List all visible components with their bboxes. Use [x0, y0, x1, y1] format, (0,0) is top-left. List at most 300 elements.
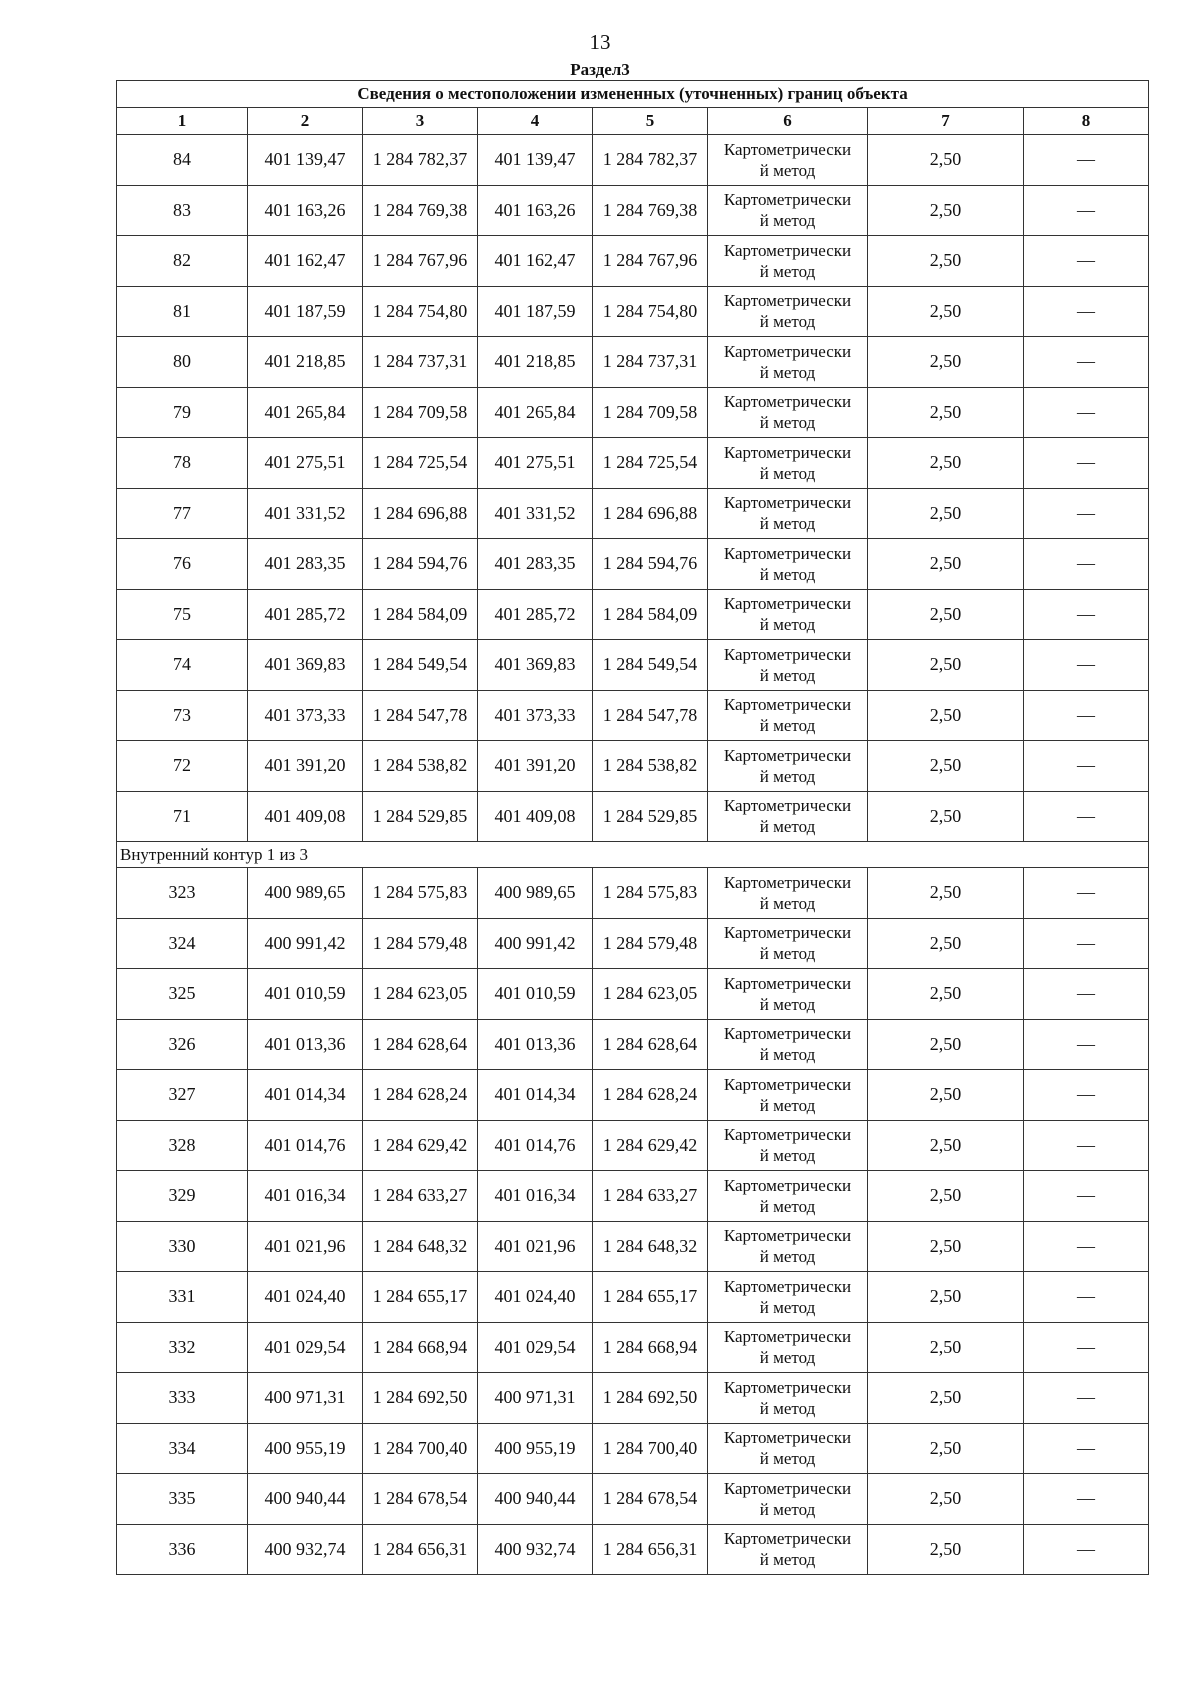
empty-mark-cell: —: [1024, 488, 1149, 539]
point-number-cell: 328: [117, 1120, 248, 1171]
new-y-cell: 1 284 737,31: [593, 337, 708, 388]
new-x-cell: 400 932,74: [478, 1524, 593, 1575]
point-number-cell: 74: [117, 640, 248, 691]
accuracy-cell: 2,50: [868, 1272, 1024, 1323]
new-x-cell: 401 163,26: [478, 185, 593, 236]
point-number-cell: 77: [117, 488, 248, 539]
existing-y-cell: 1 284 782,37: [363, 135, 478, 186]
method-line-2: й метод: [759, 1247, 816, 1267]
method-line-1: Картометрически: [723, 695, 852, 715]
accuracy-cell: 2,50: [868, 488, 1024, 539]
method-line-2: й метод: [759, 817, 816, 837]
new-y-cell: 1 284 655,17: [593, 1272, 708, 1323]
empty-mark-cell: —: [1024, 1423, 1149, 1474]
method-line-1: Картометрически: [723, 1529, 852, 1549]
point-number-cell: 331: [117, 1272, 248, 1323]
method-line-1: Картометрически: [723, 796, 852, 816]
point-number-cell: 81: [117, 286, 248, 337]
method-line-2: й метод: [759, 944, 816, 964]
accuracy-cell: 2,50: [868, 286, 1024, 337]
method-cell: [708, 337, 868, 388]
method-line-1: Картометрически: [723, 442, 852, 462]
method-cell: [708, 1423, 868, 1474]
table-row: [117, 741, 1149, 792]
contour-label: Внутренний контур 1 из 3: [117, 842, 1149, 868]
table-row: [117, 969, 1149, 1020]
point-number-cell: 333: [117, 1373, 248, 1424]
method-line-1: Картометрически: [723, 190, 852, 210]
existing-y-cell: 1 284 633,27: [363, 1171, 478, 1222]
method-cell: [708, 1322, 868, 1373]
existing-x-cell: 401 163,26: [248, 185, 363, 236]
method-cell: [708, 1474, 868, 1525]
table-row: [117, 1171, 1149, 1222]
empty-mark-cell: —: [1024, 135, 1149, 186]
accuracy-cell: 2,50: [868, 337, 1024, 388]
accuracy-cell: 2,50: [868, 539, 1024, 590]
page-number: 13: [589, 30, 611, 54]
method-line-1: Картометрически: [723, 240, 852, 260]
new-y-cell: 1 284 700,40: [593, 1423, 708, 1474]
empty-mark-cell: —: [1024, 918, 1149, 969]
point-number-cell: 83: [117, 185, 248, 236]
table-row: [117, 868, 1149, 919]
accuracy-cell: 2,50: [868, 1070, 1024, 1121]
method-cell: [708, 1524, 868, 1575]
point-number-cell: 324: [117, 918, 248, 969]
new-x-cell: 401 275,51: [478, 438, 593, 489]
existing-x-cell: 401 014,76: [248, 1120, 363, 1171]
accuracy-cell: 2,50: [868, 387, 1024, 438]
method-cell: [708, 1120, 868, 1171]
new-y-cell: 1 284 754,80: [593, 286, 708, 337]
existing-x-cell: 401 275,51: [248, 438, 363, 489]
accuracy-cell: 2,50: [868, 1221, 1024, 1272]
existing-y-cell: 1 284 692,50: [363, 1373, 478, 1424]
table-row: [117, 1474, 1149, 1525]
existing-y-cell: 1 284 678,54: [363, 1474, 478, 1525]
method-cell: [708, 741, 868, 792]
existing-x-cell: 400 940,44: [248, 1474, 363, 1525]
method-line-1: Картометрически: [723, 1377, 852, 1397]
empty-mark-cell: —: [1024, 741, 1149, 792]
table-row: [117, 337, 1149, 388]
empty-mark-cell: —: [1024, 337, 1149, 388]
new-y-cell: 1 284 575,83: [593, 868, 708, 919]
method-cell: [708, 1171, 868, 1222]
new-y-cell: 1 284 584,09: [593, 589, 708, 640]
method-line-1: Картометрически: [723, 923, 852, 943]
accuracy-cell: 2,50: [868, 640, 1024, 691]
new-x-cell: 401 029,54: [478, 1322, 593, 1373]
existing-x-cell: 401 283,35: [248, 539, 363, 590]
new-y-cell: 1 284 648,32: [593, 1221, 708, 1272]
new-y-cell: 1 284 782,37: [593, 135, 708, 186]
method-cell: [708, 589, 868, 640]
coordinates-table: [116, 80, 1149, 1575]
new-y-cell: 1 284 769,38: [593, 185, 708, 236]
point-number-cell: 73: [117, 690, 248, 741]
point-number-cell: 79: [117, 387, 248, 438]
accuracy-cell: 2,50: [868, 1322, 1024, 1373]
existing-x-cell: 401 391,20: [248, 741, 363, 792]
method-line-2: й метод: [759, 615, 816, 635]
new-y-cell: 1 284 549,54: [593, 640, 708, 691]
new-y-cell: 1 284 529,85: [593, 791, 708, 842]
accuracy-cell: 2,50: [868, 868, 1024, 919]
existing-x-cell: 400 932,74: [248, 1524, 363, 1575]
method-cell: [708, 1070, 868, 1121]
new-y-cell: 1 284 547,78: [593, 690, 708, 741]
new-y-cell: 1 284 656,31: [593, 1524, 708, 1575]
new-x-cell: 400 989,65: [478, 868, 593, 919]
method-line-2: й метод: [759, 463, 816, 483]
existing-y-cell: 1 284 696,88: [363, 488, 478, 539]
outer-rows: [117, 135, 1149, 842]
table-row: [117, 387, 1149, 438]
accuracy-cell: 2,50: [868, 791, 1024, 842]
column-number: 2: [248, 108, 363, 135]
method-line-2: й метод: [759, 994, 816, 1014]
method-line-2: й метод: [759, 211, 816, 231]
method-cell: [708, 488, 868, 539]
new-x-cell: 401 162,47: [478, 236, 593, 287]
new-x-cell: 401 369,83: [478, 640, 593, 691]
point-number-cell: 72: [117, 741, 248, 792]
new-y-cell: 1 284 538,82: [593, 741, 708, 792]
section-title: Раздел3: [570, 60, 630, 79]
method-cell: [708, 791, 868, 842]
existing-y-cell: 1 284 668,94: [363, 1322, 478, 1373]
method-line-1: Картометрически: [723, 745, 852, 765]
new-x-cell: 401 013,36: [478, 1019, 593, 1070]
method-line-1: Картометрически: [723, 139, 852, 159]
empty-mark-cell: —: [1024, 1221, 1149, 1272]
point-number-cell: 82: [117, 236, 248, 287]
point-number-cell: 325: [117, 969, 248, 1020]
table-row: [117, 589, 1149, 640]
existing-y-cell: 1 284 737,31: [363, 337, 478, 388]
empty-mark-cell: —: [1024, 589, 1149, 640]
accuracy-cell: 2,50: [868, 690, 1024, 741]
new-y-cell: 1 284 594,76: [593, 539, 708, 590]
accuracy-cell: 2,50: [868, 1171, 1024, 1222]
empty-mark-cell: —: [1024, 1322, 1149, 1373]
method-cell: [708, 868, 868, 919]
accuracy-cell: 2,50: [868, 185, 1024, 236]
table-row: [117, 791, 1149, 842]
method-line-2: й метод: [759, 1045, 816, 1065]
existing-y-cell: 1 284 754,80: [363, 286, 478, 337]
method-line-2: й метод: [759, 413, 816, 433]
empty-mark-cell: —: [1024, 1474, 1149, 1525]
table-row: [117, 185, 1149, 236]
existing-y-cell: 1 284 529,85: [363, 791, 478, 842]
new-y-cell: 1 284 628,64: [593, 1019, 708, 1070]
existing-y-cell: 1 284 575,83: [363, 868, 478, 919]
point-number-cell: 78: [117, 438, 248, 489]
method-cell: [708, 1373, 868, 1424]
empty-mark-cell: —: [1024, 1373, 1149, 1424]
method-cell: [708, 438, 868, 489]
method-line-2: й метод: [759, 1095, 816, 1115]
new-x-cell: 401 265,84: [478, 387, 593, 438]
column-number: 3: [363, 108, 478, 135]
table-row: [117, 488, 1149, 539]
existing-y-cell: 1 284 628,64: [363, 1019, 478, 1070]
accuracy-cell: 2,50: [868, 918, 1024, 969]
empty-mark-cell: —: [1024, 387, 1149, 438]
method-line-2: й метод: [759, 362, 816, 382]
existing-x-cell: 400 989,65: [248, 868, 363, 919]
inner-rows: [117, 868, 1149, 1575]
method-cell: [708, 236, 868, 287]
point-number-cell: 71: [117, 791, 248, 842]
point-number-cell: 84: [117, 135, 248, 186]
existing-y-cell: 1 284 538,82: [363, 741, 478, 792]
table-row: [117, 1423, 1149, 1474]
method-line-1: Картометрически: [723, 493, 852, 513]
method-line-2: й метод: [759, 1297, 816, 1317]
method-line-2: й метод: [759, 1146, 816, 1166]
point-number-cell: 329: [117, 1171, 248, 1222]
column-number: 4: [478, 108, 593, 135]
accuracy-cell: 2,50: [868, 236, 1024, 287]
new-y-cell: 1 284 678,54: [593, 1474, 708, 1525]
existing-x-cell: 401 162,47: [248, 236, 363, 287]
existing-x-cell: 401 014,34: [248, 1070, 363, 1121]
method-line-2: й метод: [759, 1550, 816, 1570]
empty-mark-cell: —: [1024, 438, 1149, 489]
new-x-cell: 400 971,31: [478, 1373, 593, 1424]
method-cell: [708, 918, 868, 969]
table-row: [117, 1524, 1149, 1575]
existing-y-cell: 1 284 594,76: [363, 539, 478, 590]
new-y-cell: 1 284 709,58: [593, 387, 708, 438]
accuracy-cell: 2,50: [868, 1524, 1024, 1575]
accuracy-cell: 2,50: [868, 1019, 1024, 1070]
method-line-2: й метод: [759, 1398, 816, 1418]
method-line-1: Картометрически: [723, 1428, 852, 1448]
empty-mark-cell: —: [1024, 1171, 1149, 1222]
method-line-2: й метод: [759, 1348, 816, 1368]
existing-x-cell: 401 373,33: [248, 690, 363, 741]
point-number-cell: 75: [117, 589, 248, 640]
empty-mark-cell: —: [1024, 868, 1149, 919]
empty-mark-cell: —: [1024, 1524, 1149, 1575]
empty-mark-cell: —: [1024, 236, 1149, 287]
new-x-cell: 401 373,33: [478, 690, 593, 741]
accuracy-cell: 2,50: [868, 1423, 1024, 1474]
existing-x-cell: 400 991,42: [248, 918, 363, 969]
method-cell: [708, 286, 868, 337]
method-line-1: Картометрически: [723, 1125, 852, 1145]
existing-x-cell: 401 024,40: [248, 1272, 363, 1323]
table-row: [117, 438, 1149, 489]
new-y-cell: 1 284 767,96: [593, 236, 708, 287]
method-line-1: Картометрически: [723, 973, 852, 993]
existing-x-cell: 400 971,31: [248, 1373, 363, 1424]
new-x-cell: 401 187,59: [478, 286, 593, 337]
method-line-2: й метод: [759, 665, 816, 685]
accuracy-cell: 2,50: [868, 135, 1024, 186]
method-line-1: Картометрически: [723, 341, 852, 361]
point-number-cell: 330: [117, 1221, 248, 1272]
existing-y-cell: 1 284 547,78: [363, 690, 478, 741]
table-row: [117, 918, 1149, 969]
method-line-2: й метод: [759, 1196, 816, 1216]
empty-mark-cell: —: [1024, 690, 1149, 741]
new-y-cell: 1 284 629,42: [593, 1120, 708, 1171]
method-line-2: й метод: [759, 1499, 816, 1519]
new-x-cell: 401 285,72: [478, 589, 593, 640]
existing-x-cell: 401 369,83: [248, 640, 363, 691]
existing-x-cell: 401 029,54: [248, 1322, 363, 1373]
method-line-1: Картометрически: [723, 644, 852, 664]
point-number-cell: 323: [117, 868, 248, 919]
point-number-cell: 334: [117, 1423, 248, 1474]
method-line-1: Картометрически: [723, 872, 852, 892]
existing-x-cell: 401 285,72: [248, 589, 363, 640]
method-line-2: й метод: [759, 514, 816, 534]
method-line-2: й метод: [759, 312, 816, 332]
new-y-cell: 1 284 692,50: [593, 1373, 708, 1424]
table-row: [117, 1120, 1149, 1171]
column-number: 6: [708, 108, 868, 135]
method-line-2: й метод: [759, 716, 816, 736]
existing-x-cell: 401 021,96: [248, 1221, 363, 1272]
accuracy-cell: 2,50: [868, 969, 1024, 1020]
existing-y-cell: 1 284 623,05: [363, 969, 478, 1020]
existing-y-cell: 1 284 725,54: [363, 438, 478, 489]
new-y-cell: 1 284 623,05: [593, 969, 708, 1020]
new-y-cell: 1 284 696,88: [593, 488, 708, 539]
existing-y-cell: 1 284 767,96: [363, 236, 478, 287]
contour-row: [117, 842, 1149, 868]
method-line-2: й метод: [759, 1449, 816, 1469]
point-number-cell: 80: [117, 337, 248, 388]
existing-x-cell: 401 331,52: [248, 488, 363, 539]
column-number-row: [117, 108, 1149, 135]
method-line-1: Картометрически: [723, 1276, 852, 1296]
table-caption-row: [117, 81, 1149, 108]
new-x-cell: 401 016,34: [478, 1171, 593, 1222]
accuracy-cell: 2,50: [868, 589, 1024, 640]
method-line-1: Картометрически: [723, 1024, 852, 1044]
existing-y-cell: 1 284 629,42: [363, 1120, 478, 1171]
empty-mark-cell: —: [1024, 1019, 1149, 1070]
accuracy-cell: 2,50: [868, 438, 1024, 489]
existing-x-cell: 401 139,47: [248, 135, 363, 186]
new-x-cell: 400 940,44: [478, 1474, 593, 1525]
existing-x-cell: 401 187,59: [248, 286, 363, 337]
method-cell: [708, 969, 868, 1020]
existing-y-cell: 1 284 584,09: [363, 589, 478, 640]
method-line-2: й метод: [759, 261, 816, 281]
column-number: 8: [1024, 108, 1149, 135]
empty-mark-cell: —: [1024, 969, 1149, 1020]
empty-mark-cell: —: [1024, 1120, 1149, 1171]
existing-x-cell: 401 409,08: [248, 791, 363, 842]
existing-x-cell: 401 265,84: [248, 387, 363, 438]
table-row: [117, 135, 1149, 186]
method-cell: [708, 690, 868, 741]
new-y-cell: 1 284 579,48: [593, 918, 708, 969]
new-x-cell: 400 991,42: [478, 918, 593, 969]
empty-mark-cell: —: [1024, 791, 1149, 842]
table-row: [117, 1322, 1149, 1373]
table-row: [117, 539, 1149, 590]
method-cell: [708, 539, 868, 590]
contour-section: [117, 842, 1149, 868]
method-cell: [708, 135, 868, 186]
table-row: [117, 1019, 1149, 1070]
empty-mark-cell: —: [1024, 640, 1149, 691]
method-line-2: й метод: [759, 160, 816, 180]
existing-x-cell: 401 016,34: [248, 1171, 363, 1222]
new-x-cell: 401 331,52: [478, 488, 593, 539]
existing-y-cell: 1 284 648,32: [363, 1221, 478, 1272]
new-x-cell: 401 283,35: [478, 539, 593, 590]
point-number-cell: 326: [117, 1019, 248, 1070]
empty-mark-cell: —: [1024, 1272, 1149, 1323]
empty-mark-cell: —: [1024, 185, 1149, 236]
column-number: 1: [117, 108, 248, 135]
new-x-cell: 401 014,76: [478, 1120, 593, 1171]
method-line-2: й метод: [759, 766, 816, 786]
method-cell: [708, 1221, 868, 1272]
existing-y-cell: 1 284 655,17: [363, 1272, 478, 1323]
new-y-cell: 1 284 628,24: [593, 1070, 708, 1121]
table-row: [117, 1221, 1149, 1272]
existing-y-cell: 1 284 709,58: [363, 387, 478, 438]
existing-x-cell: 401 218,85: [248, 337, 363, 388]
new-x-cell: 401 218,85: [478, 337, 593, 388]
existing-x-cell: 400 955,19: [248, 1423, 363, 1474]
table-row: [117, 236, 1149, 287]
new-y-cell: 1 284 725,54: [593, 438, 708, 489]
new-x-cell: 401 409,08: [478, 791, 593, 842]
method-line-1: Картометрически: [723, 392, 852, 412]
new-x-cell: 401 024,40: [478, 1272, 593, 1323]
new-x-cell: 401 010,59: [478, 969, 593, 1020]
table-row: [117, 286, 1149, 337]
column-number: 7: [868, 108, 1024, 135]
table-row: [117, 1070, 1149, 1121]
method-line-1: Картометрически: [723, 1175, 852, 1195]
method-line-1: Картометрически: [723, 1327, 852, 1347]
accuracy-cell: 2,50: [868, 1120, 1024, 1171]
new-x-cell: 401 139,47: [478, 135, 593, 186]
empty-mark-cell: —: [1024, 539, 1149, 590]
method-line-1: Картометрически: [723, 291, 852, 311]
point-number-cell: 335: [117, 1474, 248, 1525]
existing-y-cell: 1 284 769,38: [363, 185, 478, 236]
point-number-cell: 332: [117, 1322, 248, 1373]
new-y-cell: 1 284 633,27: [593, 1171, 708, 1222]
method-cell: [708, 1019, 868, 1070]
existing-x-cell: 401 013,36: [248, 1019, 363, 1070]
point-number-cell: 327: [117, 1070, 248, 1121]
point-number-cell: 76: [117, 539, 248, 590]
existing-x-cell: 401 010,59: [248, 969, 363, 1020]
table-row: [117, 1272, 1149, 1323]
new-x-cell: 400 955,19: [478, 1423, 593, 1474]
existing-y-cell: 1 284 700,40: [363, 1423, 478, 1474]
method-line-1: Картометрически: [723, 543, 852, 563]
method-cell: [708, 185, 868, 236]
new-x-cell: 401 391,20: [478, 741, 593, 792]
